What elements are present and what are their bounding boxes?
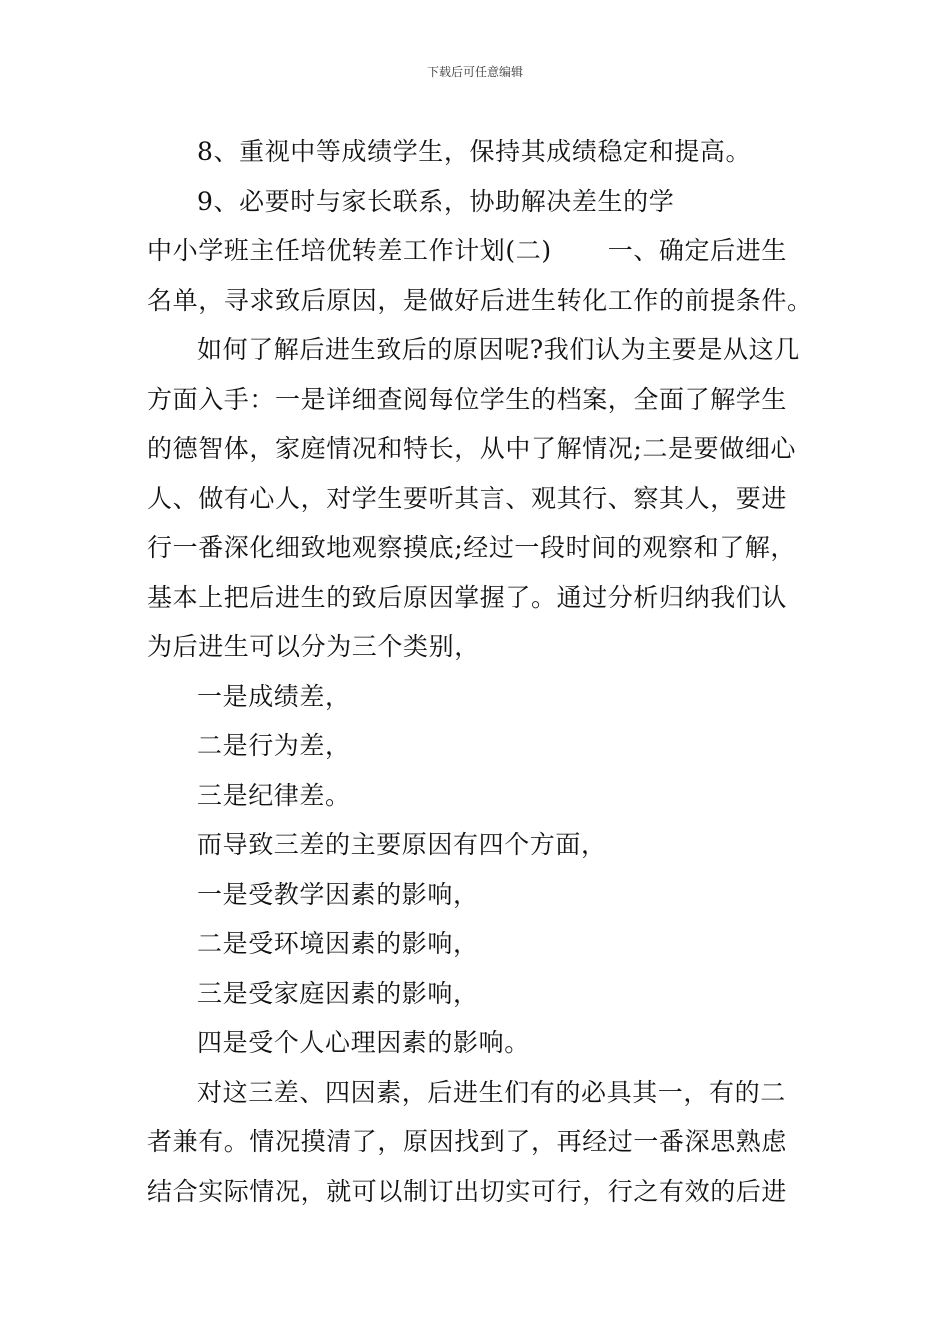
paragraph-line: 而导致三差的主要原因有四个方面， bbox=[197, 830, 607, 859]
paragraph-line: 的德智体，家庭情况和特长，从中了解情况;二是要做细心 bbox=[147, 434, 797, 463]
paragraph-line: 行一番深化细致地观察摸底;经过一段时间的观察和了解， bbox=[147, 533, 797, 562]
list-item: 二是受环境因素的影响， bbox=[197, 929, 479, 958]
page-header-note: 下载后可任意编辑 bbox=[426, 65, 523, 79]
list-item: 一是受教学因素的影响， bbox=[197, 879, 479, 909]
paragraph-line: 对这三差、四因素，后进生们有的必具其一，有的二 bbox=[197, 1077, 786, 1107]
paragraph-line: 人、做有心人，对学生要听其言、观其行、察其人，要进 bbox=[147, 483, 788, 513]
paragraph-line: 如何了解后进生致后的原因呢?我们认为主要是从这几 bbox=[197, 335, 800, 364]
paragraph-line: 方面入手：一是详细查阅每位学生的档案，全面了解学生 bbox=[147, 384, 788, 414]
paragraph-line: 名单，寻求致后原因，是做好后进生转化工作的前提条件。 bbox=[147, 285, 813, 315]
section-point-start: 一、确定后进生 bbox=[607, 236, 787, 265]
document-body bbox=[147, 127, 817, 1216]
list-item: 三是受家庭因素的影响， bbox=[197, 978, 479, 1008]
section-title: 中小学班主任培优转差工作计划(二) bbox=[147, 236, 552, 265]
paragraph-line: 为后进生可以分为三个类别， bbox=[147, 632, 480, 661]
list-item: 一是成绩差， bbox=[197, 681, 351, 711]
paragraph-line: 基本上把后进生的致后原因掌握了。通过分析归纳我们认 bbox=[147, 582, 788, 612]
paragraph-line: 者兼有。情况摸清了，原因找到了，再经过一番深思熟虑 bbox=[147, 1127, 788, 1156]
paragraph-line: 结合实际情况，就可以制订出切实可行，行之有效的后进 bbox=[147, 1176, 788, 1206]
section-title-line bbox=[147, 226, 817, 276]
paragraph-line: 9、必要时与家长联系，协助解决差生的学 bbox=[197, 186, 675, 216]
list-item: 三是纪律差。 bbox=[197, 780, 351, 810]
list-item: 二是行为差， bbox=[197, 731, 351, 760]
paragraph-line: 8、重视中等成绩学生，保持其成绩稳定和提高。 bbox=[197, 137, 752, 166]
list-item: 四是受个人心理因素的影响。 bbox=[197, 1028, 530, 1057]
